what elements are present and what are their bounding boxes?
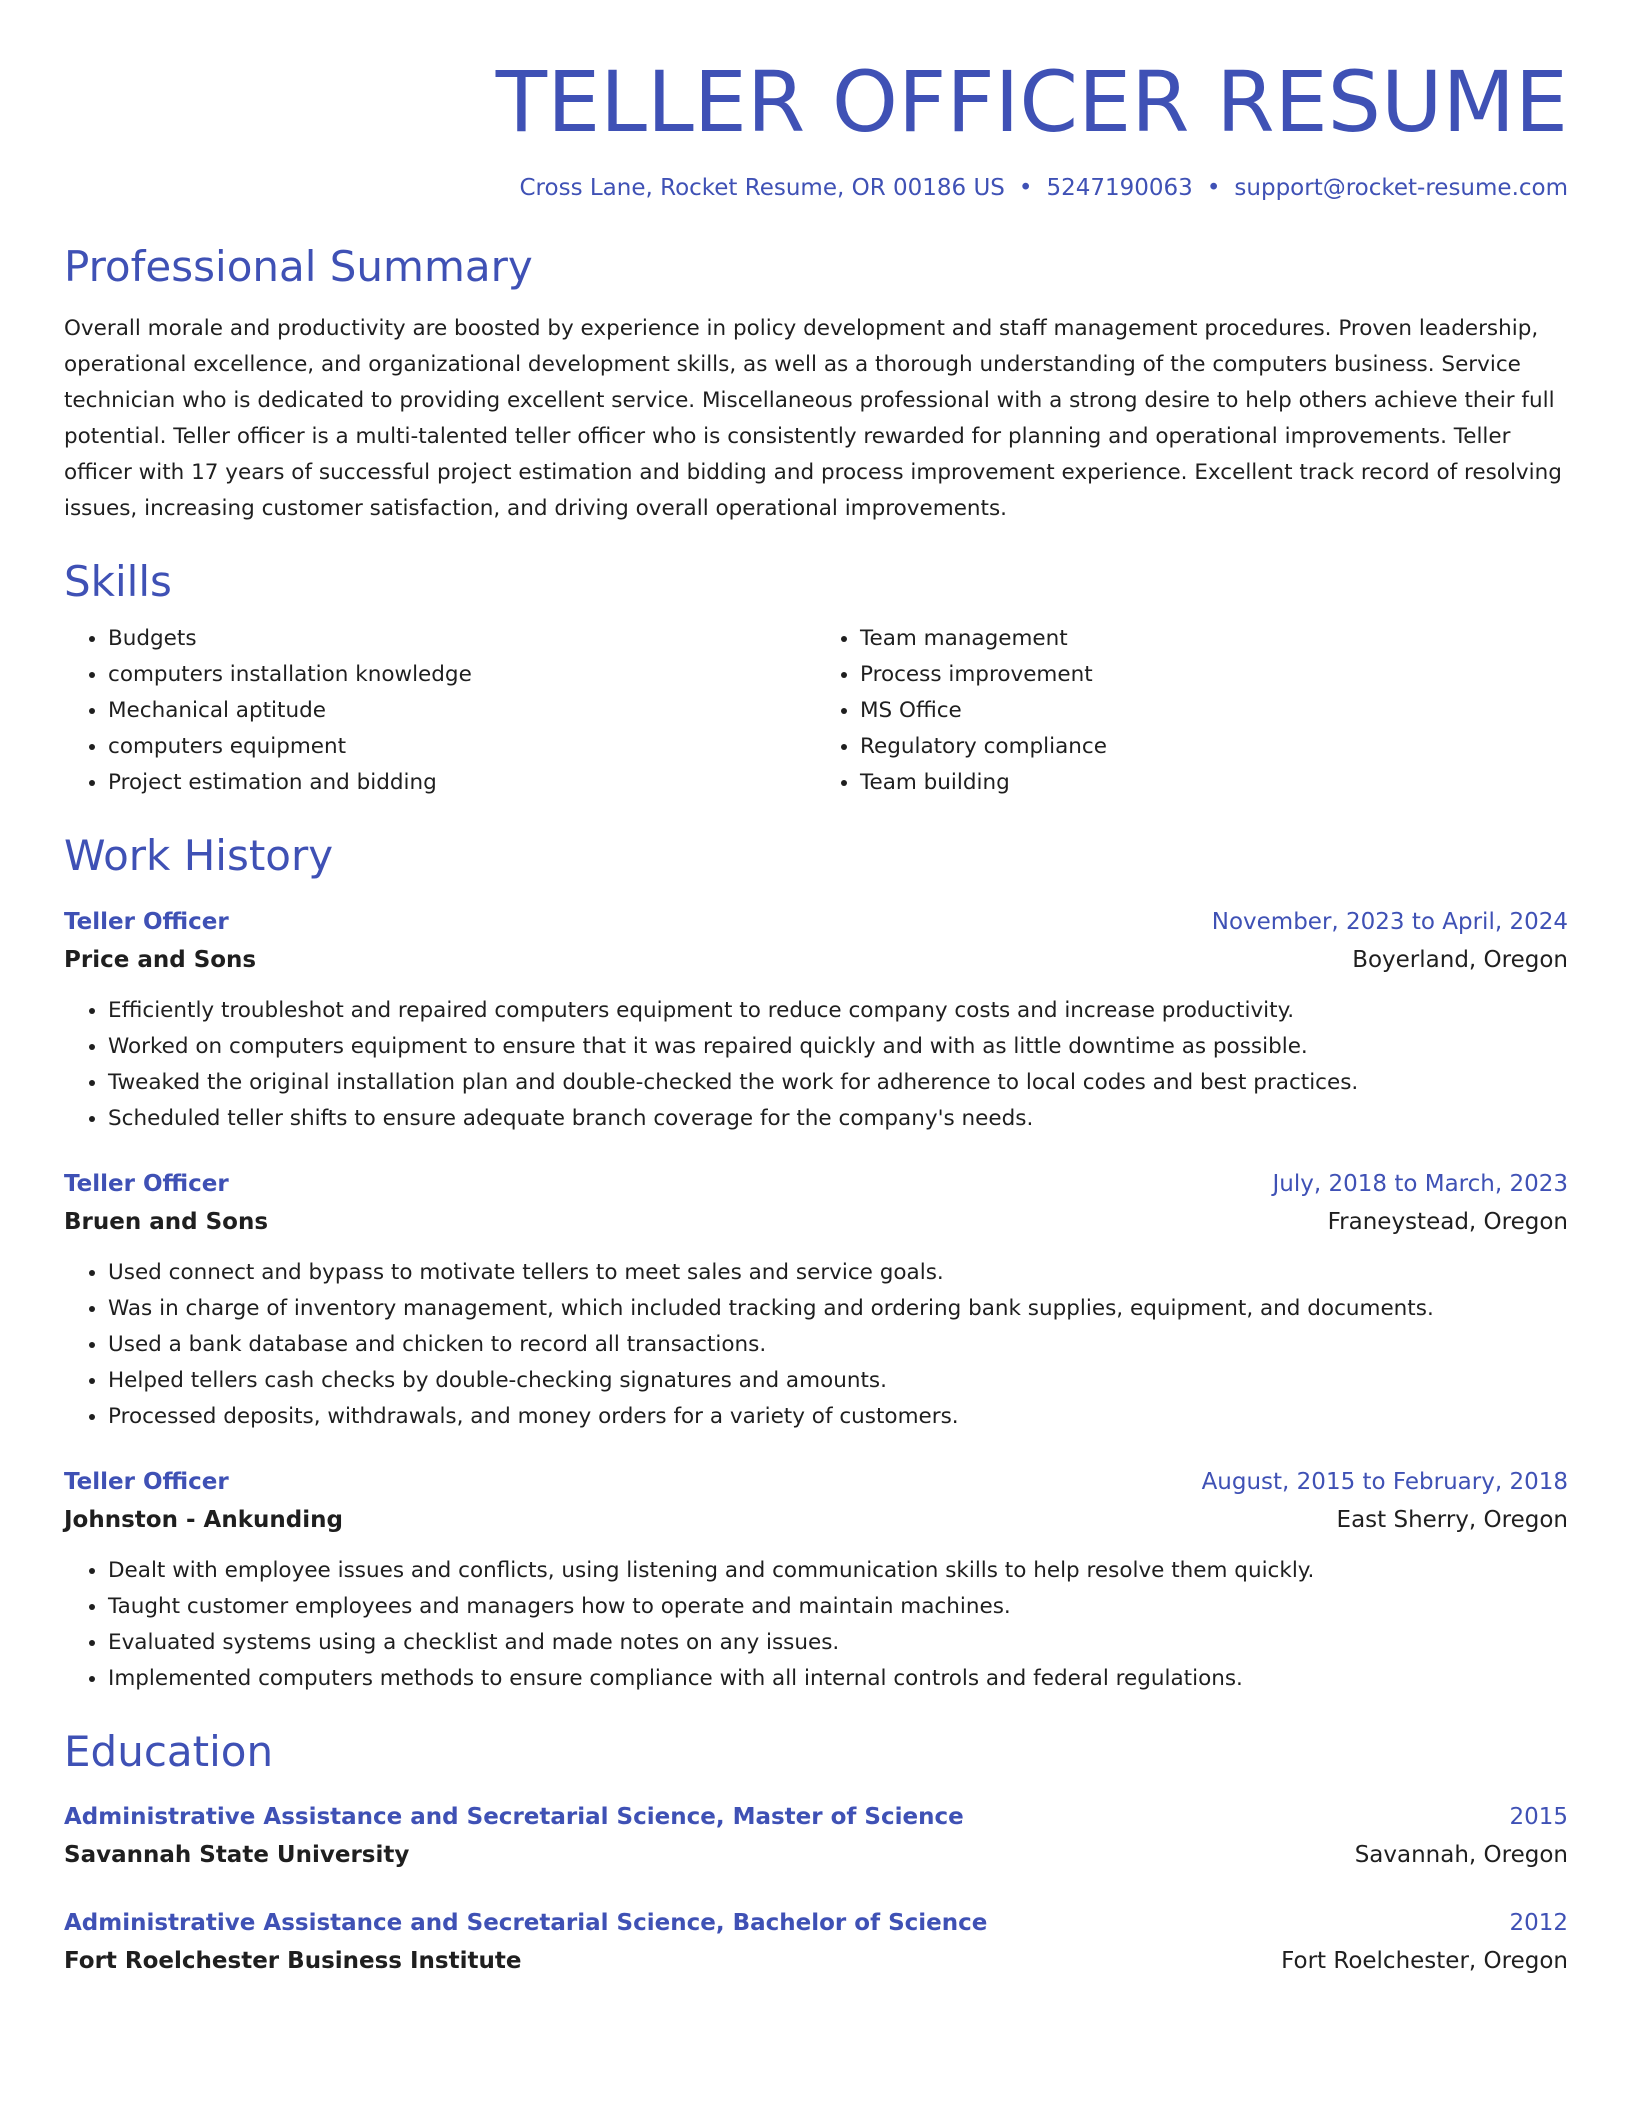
- education-year: 2015: [1509, 1803, 1568, 1830]
- job-bullet: • Tweaked the original installation plan and double-checked the work for adherence to local codes and best practices.: [108, 1065, 1568, 1101]
- education-heading: Education: [64, 1727, 274, 1777]
- education-school: Savannah State University: [64, 1841, 410, 1868]
- skill-item: • Regulatory compliance: [860, 729, 1568, 765]
- contact-separator: •: [1018, 175, 1033, 202]
- contact-address: Cross Lane, Rocket Resume, OR 00186 US: [519, 175, 1005, 202]
- skill-item: • MS Office: [860, 693, 1568, 729]
- skill-item: • Budgets: [108, 621, 816, 657]
- job-location: Boyerland, Oregon: [1352, 947, 1568, 974]
- job-header-row: [64, 1463, 1568, 1501]
- education-header-row: [64, 1904, 1568, 1942]
- job-bullet: • Dealt with employee issues and conflicts, using listening and communication skills to help resolve them quickly.: [108, 1553, 1568, 1589]
- job-location: Franeystead, Oregon: [1327, 1209, 1568, 1236]
- education-entry: [64, 1904, 1568, 1980]
- work-history-heading: Work History: [64, 831, 334, 881]
- job-company-row: [64, 1203, 1568, 1241]
- skill-item: • Mechanical aptitude: [108, 693, 816, 729]
- job-company-row: [64, 941, 1568, 979]
- work-history-list: [64, 903, 1568, 1697]
- skill-item: • Team management: [860, 621, 1568, 657]
- summary-heading: Professional Summary: [64, 242, 533, 292]
- resume-header: [64, 53, 1568, 204]
- page-title: TELLER OFFICER RESUME: [495, 53, 1568, 151]
- education-entry: [64, 1798, 1568, 1874]
- job-company: Johnston - Ankunding: [64, 1507, 343, 1534]
- job-header-row: [64, 1165, 1568, 1203]
- job-entry: [64, 1165, 1568, 1435]
- education-header-row: [64, 1798, 1568, 1836]
- skill-item: • computers equipment: [108, 729, 816, 765]
- contact-line: [64, 174, 1568, 204]
- job-bullet: • Implemented computers methods to ensure compliance with all internal controls and federal regulations.: [108, 1661, 1568, 1697]
- job-title: Teller Officer: [64, 1171, 229, 1198]
- education-school-row: [64, 1942, 1568, 1980]
- job-entry: [64, 903, 1568, 1137]
- job-company: Price and Sons: [64, 947, 257, 974]
- job-bullets: [64, 993, 1568, 1137]
- job-bullet: • Evaluated systems using a checklist and made notes on any issues.: [108, 1625, 1568, 1661]
- education-location: Fort Roelchester, Oregon: [1281, 1947, 1568, 1974]
- job-header-row: [64, 903, 1568, 941]
- education-school: Fort Roelchester Business Institute: [64, 1947, 522, 1974]
- job-bullet: • Efficiently troubleshot and repaired computers equipment to reduce company costs and increase productivity.: [108, 993, 1568, 1029]
- contact-email: support@rocket-resume.com: [1234, 175, 1568, 202]
- job-bullets: [64, 1553, 1568, 1697]
- education-school-row: [64, 1836, 1568, 1874]
- job-bullet: • Scheduled teller shifts to ensure adequate branch coverage for the company's needs.: [108, 1101, 1568, 1137]
- job-location: East Sherry, Oregon: [1336, 1507, 1568, 1534]
- skills-list: [64, 621, 1568, 801]
- job-company-row: [64, 1501, 1568, 1539]
- summary-text: Overall morale and productivity are boosted by experience in policy development and staff management procedures. Proven leadership, operational excellence, and organizational development skills, as well as a thorough understanding of the computers business. Service technician who is dedicated to providing excellent service. Miscellaneous professional with a strong desire to help others achieve their full potential. Teller officer is a multi-talented teller officer who is consistently rewarded for planning and operational improvements. Teller officer with 17 years of successful project estimation and bidding and process improvement experience. Excellent track record of resolving issues, increasing customer satisfaction, and driving overall operational improvements.: [64, 315, 1562, 521]
- job-bullet: • Helped tellers cash checks by double-checking signatures and amounts.: [108, 1363, 1568, 1399]
- contact-phone: 5247190063: [1046, 175, 1193, 202]
- education-year: 2012: [1509, 1909, 1568, 1936]
- skills-column-right: [816, 621, 1568, 801]
- skill-item: • computers installation knowledge: [108, 657, 816, 693]
- job-dates: August, 2015 to February, 2018: [1201, 1469, 1568, 1496]
- job-title: Teller Officer: [64, 1469, 229, 1496]
- job-dates: July, 2018 to March, 2023: [1272, 1171, 1568, 1198]
- job-dates: November, 2023 to April, 2024: [1211, 909, 1568, 936]
- education-location: Savannah, Oregon: [1354, 1841, 1568, 1868]
- job-title: Teller Officer: [64, 909, 229, 936]
- job-bullet: • Used a bank database and chicken to record all transactions.: [108, 1327, 1568, 1363]
- job-bullets: [64, 1255, 1568, 1435]
- job-bullet: • Worked on computers equipment to ensure that it was repaired quickly and with as little downtime as possible.: [108, 1029, 1568, 1065]
- skill-item: • Process improvement: [860, 657, 1568, 693]
- job-company: Bruen and Sons: [64, 1209, 269, 1236]
- job-entry: [64, 1463, 1568, 1697]
- skills-column-left: [64, 621, 816, 801]
- contact-separator: •: [1206, 175, 1221, 202]
- skill-item: • Project estimation and bidding: [108, 765, 816, 801]
- skills-heading: Skills: [64, 556, 172, 606]
- job-bullet: • Processed deposits, withdrawals, and money orders for a variety of customers.: [108, 1399, 1568, 1435]
- education-degree: Administrative Assistance and Secretarial Science, Bachelor of Science: [64, 1909, 988, 1936]
- job-bullet: • Taught customer employees and managers how to operate and maintain machines.: [108, 1589, 1568, 1625]
- job-bullet: • Was in charge of inventory management, which included tracking and ordering bank supplies, equipment, and documents.: [108, 1291, 1568, 1327]
- skill-item: • Team building: [860, 765, 1568, 801]
- education-list: [64, 1798, 1568, 1980]
- education-degree: Administrative Assistance and Secretarial Science, Master of Science: [64, 1803, 964, 1830]
- job-bullet: • Used connect and bypass to motivate tellers to meet sales and service goals.: [108, 1255, 1568, 1291]
